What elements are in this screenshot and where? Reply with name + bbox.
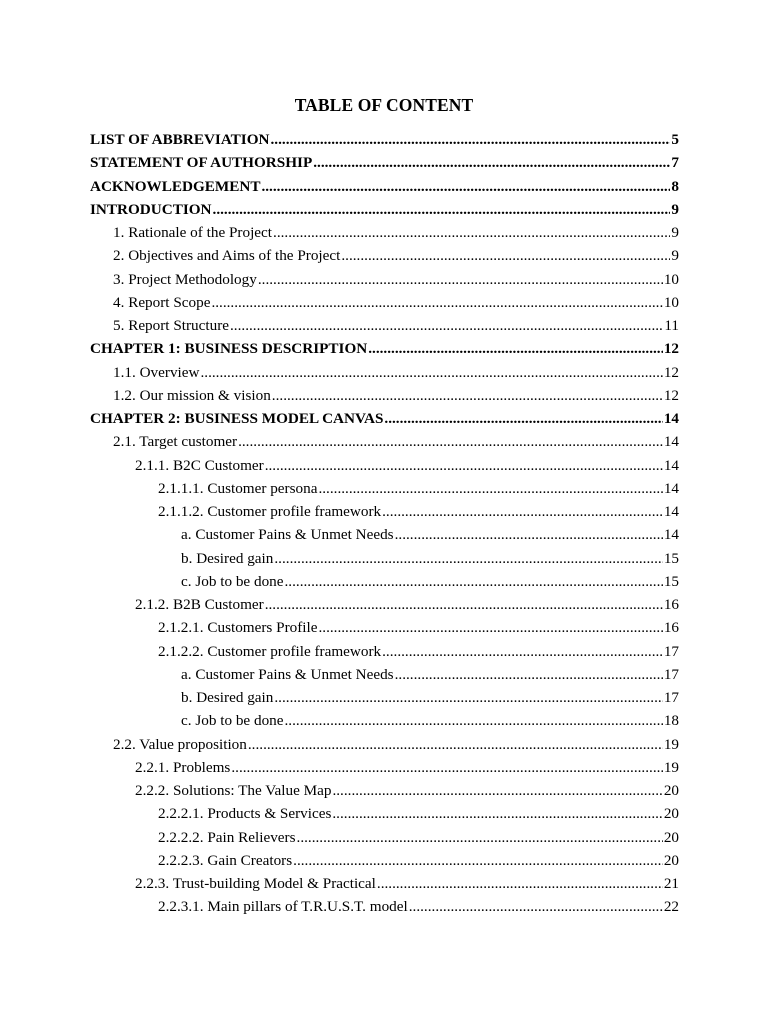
toc-dot-leader: [382, 640, 663, 663]
toc-entry-page-number: 10: [663, 293, 679, 311]
toc-entry[interactable]: [158, 477, 679, 500]
toc-entry-label: a. Customer Pains & Unmet Needs: [181, 526, 394, 544]
toc-entry-page-number: 12: [663, 386, 679, 404]
toc-dot-leader: [313, 151, 670, 174]
toc-entry[interactable]: [113, 733, 679, 756]
toc-entry[interactable]: [158, 616, 679, 639]
toc-dot-leader: [230, 314, 663, 337]
toc-entry-label: LIST OF ABBREVIATION: [90, 131, 270, 148]
toc-entry-label: 2.1. Target customer: [113, 433, 238, 451]
toc-dot-leader: [238, 430, 663, 453]
toc-dot-leader: [272, 384, 663, 407]
toc-entry[interactable]: [158, 826, 679, 849]
toc-entry[interactable]: [158, 500, 679, 523]
toc-entry[interactable]: [181, 709, 679, 732]
toc-dot-leader: [384, 407, 662, 430]
toc-entry-page-number: 10: [663, 270, 679, 288]
toc-entry[interactable]: [113, 361, 679, 384]
toc-entry-label: CHAPTER 1: BUSINESS DESCRIPTION: [90, 340, 368, 358]
toc-entry-page-number: 18: [663, 712, 679, 730]
toc-entry-page-number: 14: [663, 503, 679, 520]
toc-entry-page-number: 19: [663, 758, 679, 776]
toc-entry-page-number: 9: [671, 224, 679, 241]
toc-entry-page-number: 14: [663, 456, 679, 474]
toc-entry[interactable]: [113, 291, 679, 314]
toc-entry[interactable]: [181, 570, 679, 593]
toc-entry-label: 2.2.3.1. Main pillars of T.R.U.S.T. model: [158, 898, 408, 916]
toc-entry[interactable]: [135, 593, 679, 616]
toc-entry-page-number: 14: [663, 526, 679, 544]
toc-entry-label: 2.2.1. Problems: [135, 758, 231, 776]
toc-entry[interactable]: [90, 407, 679, 430]
toc-entry-page-number: 5: [671, 131, 679, 148]
toc-dot-leader: [274, 686, 662, 709]
toc-entry-label: a. Customer Pains & Unmet Needs: [181, 665, 394, 683]
toc-entry[interactable]: [158, 895, 679, 918]
toc-entry-label: 3. Project Methodology: [113, 270, 257, 288]
toc-entry-page-number: 14: [663, 410, 679, 427]
toc-entry[interactable]: [135, 454, 679, 477]
toc-entry-page-number: 15: [663, 572, 679, 590]
toc-dot-leader: [285, 570, 663, 593]
toc-entry[interactable]: [113, 268, 679, 291]
toc-entry[interactable]: [113, 430, 679, 453]
toc-dot-leader: [248, 733, 663, 756]
toc-entry-label: c. Job to be done: [181, 572, 284, 590]
toc-dot-leader: [368, 337, 663, 360]
toc-entry-page-number: 8: [671, 177, 679, 195]
toc-entry[interactable]: [135, 872, 679, 895]
toc-entry-page-number: 19: [663, 735, 679, 753]
toc-dot-leader: [200, 361, 662, 384]
toc-entry-page-number: 12: [663, 363, 679, 381]
toc-entry-label: 2.2.3. Trust-building Model & Practical: [135, 875, 376, 892]
toc-dot-leader: [332, 779, 662, 802]
toc-entry-page-number: 16: [663, 596, 679, 613]
toc-dot-leader: [271, 128, 671, 151]
toc-entry[interactable]: [181, 523, 679, 546]
toc-dot-leader: [409, 895, 663, 918]
toc-dot-leader: [274, 547, 662, 570]
toc-dot-leader: [211, 291, 662, 314]
toc-entry[interactable]: [135, 779, 679, 802]
toc-entry-page-number: 21: [663, 875, 679, 892]
toc-entry[interactable]: [158, 802, 679, 825]
toc-entry-label: 2. Objectives and Aims of the Project: [113, 247, 341, 265]
toc-entry-label: 2.1.2.1. Customers Profile: [158, 619, 318, 637]
toc-dot-leader: [265, 454, 663, 477]
toc-entry-label: 1.2. Our mission & vision: [113, 386, 271, 404]
toc-dot-leader: [293, 849, 663, 872]
toc-entry-label: b. Desired gain: [181, 549, 274, 567]
toc-entry[interactable]: [90, 198, 679, 221]
toc-entry-label: 2.2.2.2. Pain Relievers: [158, 828, 296, 846]
toc-entry-page-number: 17: [663, 665, 679, 683]
toc-entry[interactable]: [181, 663, 679, 686]
toc-entry[interactable]: [90, 175, 679, 198]
toc-entry-label: 4. Report Scope: [113, 293, 211, 311]
toc-entry[interactable]: [90, 128, 679, 151]
toc-dot-leader: [261, 175, 670, 198]
toc-dot-leader: [377, 872, 663, 895]
toc-entry[interactable]: [158, 849, 679, 872]
toc-entry-label: 2.1.2. B2B Customer: [135, 596, 264, 613]
toc-dot-leader: [285, 709, 663, 732]
toc-entry-label: INTRODUCTION: [90, 200, 212, 218]
toc-dot-leader: [332, 802, 662, 825]
toc-entry-page-number: 20: [663, 782, 679, 799]
toc-entry-label: STATEMENT OF AUTHORSHIP: [90, 154, 313, 172]
toc-dot-leader: [258, 268, 663, 291]
toc-dot-leader: [318, 616, 662, 639]
toc-entry-page-number: 14: [663, 479, 679, 497]
toc-entry[interactable]: [90, 151, 679, 174]
toc-dot-leader: [213, 198, 671, 221]
toc-entry-page-number: 17: [663, 689, 679, 706]
toc-entry[interactable]: [113, 221, 679, 244]
toc-entry-label: 2.2. Value proposition: [113, 735, 247, 753]
toc-entry-label: 2.1.1. B2C Customer: [135, 456, 264, 474]
toc-entry-page-number: 20: [663, 851, 679, 869]
toc-dot-leader: [231, 756, 662, 779]
toc-entry-page-number: 14: [663, 433, 679, 451]
toc-entry-page-number: 22: [663, 898, 679, 916]
toc-dot-leader: [273, 221, 670, 244]
page-title: TABLE OF CONTENT: [294, 95, 474, 115]
toc-entry-label: 2.2.2.1. Products & Services: [158, 805, 332, 823]
toc-entry-label: 2.1.2.2. Customer profile framework: [158, 642, 382, 660]
toc-dot-leader: [395, 663, 663, 686]
toc-entry[interactable]: [113, 384, 679, 407]
toc-entry-label: 5. Report Structure: [113, 317, 229, 334]
toc-entry[interactable]: [158, 640, 679, 663]
toc-entry-page-number: 20: [663, 805, 679, 823]
toc-entry[interactable]: [181, 686, 679, 709]
toc-dot-leader: [395, 523, 663, 546]
toc-entry-label: CHAPTER 2: BUSINESS MODEL CANVAS: [90, 410, 384, 427]
toc-entry-label: c. Job to be done: [181, 712, 284, 730]
toc-entry-page-number: 16: [663, 619, 679, 637]
toc-entry-page-number: 17: [663, 642, 679, 660]
toc-entry-page-number: 20: [663, 828, 679, 846]
toc-dot-leader: [265, 593, 663, 616]
toc-entry-label: ACKNOWLEDGEMENT: [90, 177, 261, 195]
toc-entry-label: 2.2.2. Solutions: The Value Map: [135, 782, 332, 799]
toc-entry-page-number: 9: [671, 200, 679, 218]
toc-entry-label: 1.1. Overview: [113, 363, 200, 381]
toc-dot-leader: [341, 244, 670, 267]
toc-entry-page-number: 7: [671, 154, 679, 172]
toc-entry-page-number: 12: [663, 340, 679, 358]
toc-entry-label: 2.2.2.3. Gain Creators: [158, 851, 293, 869]
toc-entry[interactable]: [181, 547, 679, 570]
toc-entry[interactable]: [135, 756, 679, 779]
toc-entry[interactable]: [113, 314, 679, 337]
toc-entry-page-number: 15: [663, 549, 679, 567]
toc-entry[interactable]: [90, 337, 679, 360]
toc-entry-label: 2.1.1.1. Customer persona: [158, 479, 318, 497]
toc-dot-leader: [382, 500, 663, 523]
toc-entry-label: 1. Rationale of the Project: [113, 224, 273, 241]
toc-entry-label: 2.1.1.2. Customer profile framework: [158, 503, 382, 520]
toc-dot-leader: [297, 826, 663, 849]
toc-entry-page-number: 9: [671, 247, 679, 265]
toc-entry-page-number: 11: [664, 317, 679, 334]
toc-entry[interactable]: [113, 244, 679, 267]
toc-entry-label: b. Desired gain: [181, 689, 274, 706]
toc-dot-leader: [318, 477, 662, 500]
